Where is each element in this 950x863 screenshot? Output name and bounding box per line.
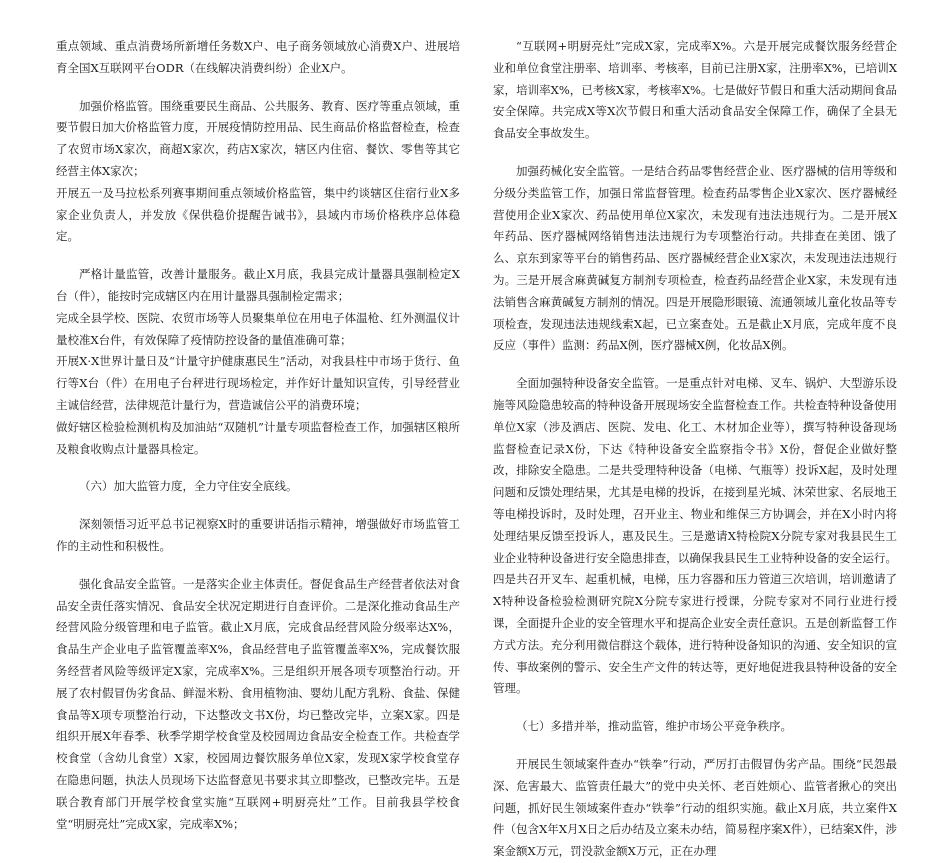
paragraph: 重点领域、重点消费场所新增任务数X户、电子商务领域放心消费X户、进展培育全国X互联网平台ODR（在线解决消费纠纷）企业X户。: [56, 39, 460, 75]
paragraph-metrology: 严格计量监管，改善计量服务。截止X月底，我县完成计量器具强制检定X台（件），能按时完成辖区内在用计量器具强制检定需求；: [56, 267, 460, 303]
paragraph: 开展五一及马拉松系列赛事期间重点领域价格监管，集中约谈辖区住宿行业X多家企业负责人，并发放《保供稳价提醒告诫书》，县域内市场价格秩序总体稳定。: [56, 185, 460, 244]
left-column: [56, 36, 460, 831]
paragraph-drug-device-safety: 加强药械化安全监管。一是结合药品零售经营企业、医疗器械的信用等级和分级分类监管工作，加强日常监督管理。检查药品零售企业X家次、医疗器械经营使用企业X家次、药品使用单位X家次，未发现有违法违规行为。二是开展X年药品、医疗器械网络销售违法违规行为专项整治行动。共排查在美团、饿了么、京东到家等平台的销售药品、医疗器械经营企业X家次，未发现违法违规行为。三是开展含麻黄碱复方制剂专项检查，检查药品经营企业X家，未发现有违法销售含麻黄碱复方制剂的情况。四是开展隐形眼镜、流通领域儿童化妆品等专项检查，发现违法违规线索X起，已立案查处。五是截止X月底，完成年度不良反应（事件）监测：药品X例，医疗器械X例，化妆品X例。: [493, 163, 897, 353]
section-heading-6: （六）加大监管力度，全力守住安全底线。: [79, 479, 298, 494]
paragraph-iron-fist-action: 开展民生领域案件查办“铁拳”行动，严厉打击假冒伪劣产品。围绕“民怨最深、危害最大、监管责任最大”的党中央关怀、老百姓烦心、监管者揪心的突出问题，抓好民生领域案件查办“铁拳”行动的组织实施。截止X月底，共立案件X件（包含X年X月X日之后办结及立案未办结，简易程序案X件），已结案X件，涉案金额X万元，罚没款金额X万元，正在办理: [493, 756, 897, 859]
section-heading-7: （七）多措并举，推动监管，维护市场公平竞争秩序。: [516, 719, 792, 734]
paragraph-food-safety: 强化食品安全监管。一是落实企业主体责任。督促食品生产经营者依法对食品安全责任落实情况、食品安全状况定期进行自查评价。二是深化推动食品生产经营风险分级管理和电子监管。截止X月底，完成食品经营风险分级率达X%，食品生产企业电子监管覆盖率X%，食品经营电子监管覆盖率X%，完成餐饮服务经营者风险等级评定X家，完成率X%。三是组织开展各项专项整治行动。开展了农村假冒伪劣食品、鲜湿米粉、食用植物油、婴幼儿配方乳粉、食盐、保健食品等X项专项整治行动，下达整改文书X份，均已整改完毕，立案X家。四是组织开展X年春季、秋季学期学校食堂及校园周边食品安全检查工作。共检查学校食堂（含幼儿食堂）X家，校园周边餐饮服务单位X家，发现X家学校食堂存在隐患问题，执法人员现场下达监督意见书要求其立即整改，已整改完毕。五是联合教育部门开展学校食堂实施“互联网+明厨亮灶”工作。目前我县学校食堂“明厨亮灶”完成X家，完成率X%；: [56, 576, 460, 831]
paragraph-price-supervision: 加强价格监管。围绕重要民生商品、公共服务、教育、医疗等重点领域，重要节假日加大价格监管力度，开展疫情防控用品、民生商品价格监督检查，检查了农贸市场X家次，商超X家次，药店X家次，辖区内住宿、餐饮、零售等其它经营主体X家次；: [56, 98, 460, 178]
paragraph: 深刻领悟习近平总书记视察X时的重要讲话指示精神，增强做好市场监管工作的主动性和积极性。: [56, 517, 460, 553]
right-column: [493, 36, 897, 859]
paragraph: 做好辖区检验检测机构及加油站“双随机”计量专项监督检查工作，加强辖区粮所及粮食收购点计量器具检定。: [56, 419, 460, 456]
paragraph: 开展X·X世界计量日及“计量守护健康惠民生”活动，对我县柱中市场于货行、鱼行等X台（件）在用电子台秤进行现场检定，并作好计量知识宣传，引导经营业主诚信经营，法律规范计量行为，营造诚信公平的消费环境；: [56, 354, 460, 412]
paragraph-special-equipment: 全面加强特种设备安全监管。一是重点针对电梯、叉车、锅炉、大型游乐设施等风险隐患较高的特种设备开展现场安全监督检查工作。共检查特种设备使用单位X家（涉及酒店、医院、发电、化工、木材加企业等），撰写特种设备现场监督检查记录X份，下达《特种设备安全监察指令书》X份，督促企业做好整改，排除安全隐患。二是共受理特种设备（电梯、气瓶等）投诉X起，及时处理问题和反馈处理结果，尤其是电梯的投诉，在接到星光城、沐荣世家、名辰地王等电梯投诉时，及时处理，召开业主、物业和维保三方协调会，并在X小时内将处理结果反馈至投诉人，惠及民生。三是邀请X特检院X分院专家对我县民生工业企业特种设备进行安全隐患排查，以确保我县民生工业特种设备的安全运行。四是共召开叉车、起重机械，电梯，压力容器和压力管道三次培训，培训邀请了X特种设备检验检测研究院X分院专家进行授课，分院专家对不同行业进行授课，全面提升企业的安全管理水平和提高企业安全责任意识。五是创新监督工作方式方法。充分利用微信群这个载体，进行特种设备知识的沟通、安全知识的宣传、事故案例的警示、安全生产文件的转达等，更好地促进我县特种设备的安全管理。: [493, 376, 897, 696]
paragraph: 完成全县学校、医院、农贸市场等人员聚集单位在用电子体温枪、红外测温仪计量校准X台件，有效保障了疫情防控设备的量值准确可靠；: [56, 310, 460, 347]
paragraph: “互联网+明厨亮灶”完成X家，完成率X%。六是开展完成餐饮服务经营企业和单位食堂注册率、培训率、考核率，目前已注册X家，注册率X%，已培训X家，培训率X%，已考核X家，考核率X%。七是做好节假日和重大活动期间食品安全保障。共完成X等X次节假日和重大活动食品安全保障工作，确保了全县无食品安全事故发生。: [493, 39, 897, 141]
